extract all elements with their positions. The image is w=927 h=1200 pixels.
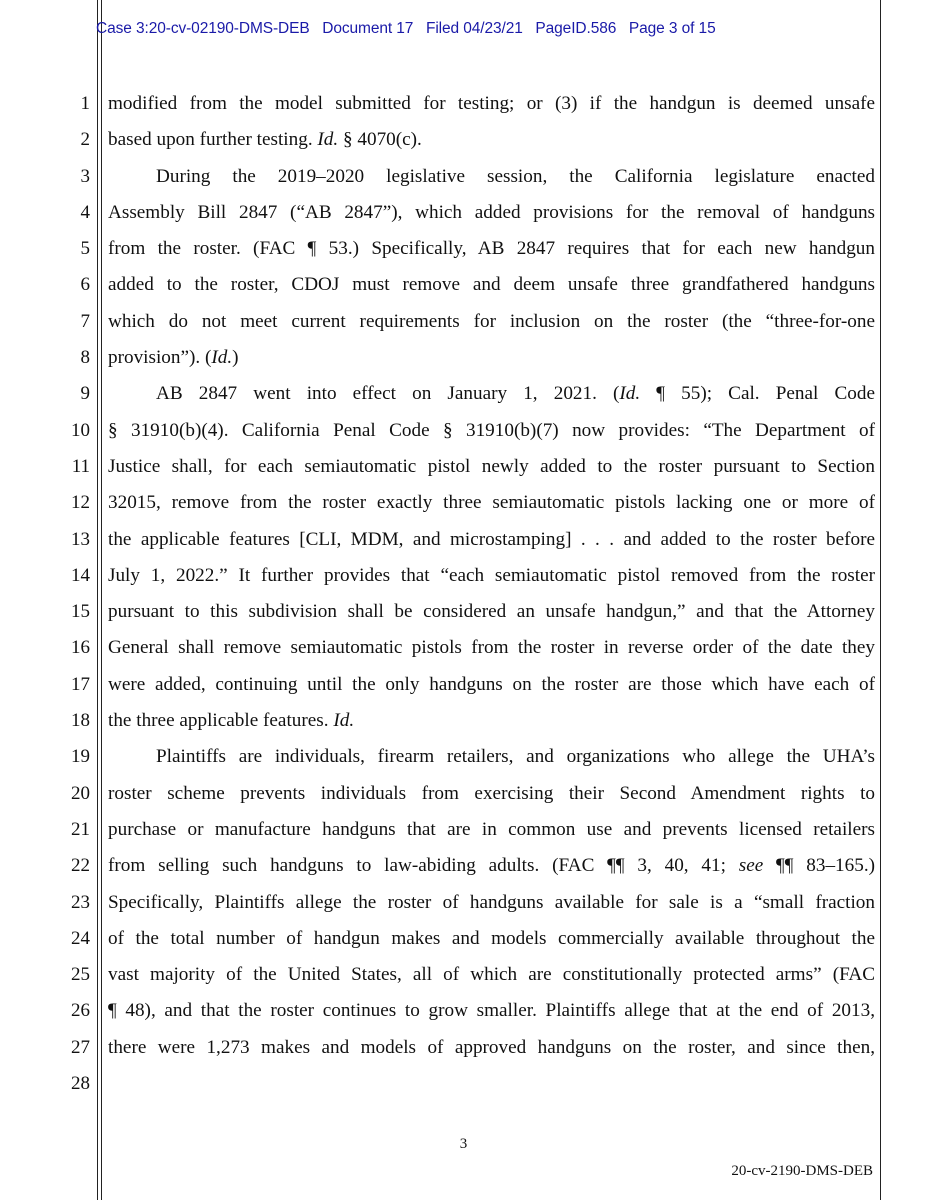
text-line: § 31910(b)(4). California Penal Code § 31910(b)(7) now provides: “The Department of [108,419,875,441]
line-number: 15 [71,601,90,623]
line-number: 7 [80,310,90,332]
line-number: 22 [71,855,90,877]
line-number: 6 [80,274,90,296]
text-line: from the roster. (FAC ¶ 53.) Specifically, AB 2847 requires that for each new handgun [108,238,875,260]
right-margin-rule [880,0,881,1200]
text-line [108,1066,875,1102]
line-number: 18 [71,710,90,732]
text-line: the three applicable features. Id. [108,710,355,732]
line-number: 4 [80,201,90,223]
line-number: 10 [71,419,90,441]
text-line: pursuant to this subdivision shall be considered an unsafe handgun,” and that the Attorney [108,601,875,623]
line-number: 16 [71,637,90,659]
text-line: General shall remove semiautomatic pistols from the roster in reverse order of the date they [108,637,875,659]
line-number: 14 [71,564,90,586]
text-line: AB 2847 went into effect on January 1, 2021. (Id. ¶ 55); Cal. Penal Code [156,383,875,405]
text-line: During the 2019–2020 legislative session, the California legislature enacted [156,165,875,187]
line-number: 17 [71,673,90,695]
line-number: 2 [80,129,90,151]
text-line: based upon further testing. Id. § 4070(c). [108,129,422,151]
document-id: 20-cv-2190-DMS-DEB [731,1163,873,1179]
text-line: 32015, remove from the roster exactly three semiautomatic pistols lacking one or more of [108,492,875,514]
text-line: vast majority of the United States, all of which are constitutionally protected arms” (FAC [108,964,875,986]
text-line: July 1, 2022.” It further provides that “each semiautomatic pistol removed from the roster [108,564,875,586]
page-number: 3 [459,1136,468,1152]
text-line: roster scheme prevents individuals from exercising their Second Amendment rights to [108,782,875,804]
text-line: ¶ 48), and that the roster continues to grow smaller. Plaintiffs allege that at the end of 2013, [108,1000,875,1022]
line-number: 3 [80,165,90,187]
line-number: 20 [71,782,90,804]
line-number: 11 [71,455,90,477]
left-margin-rule-outer [97,0,98,1200]
text-line: purchase or manufacture handguns that are in common use and prevents licensed retailers [108,818,875,840]
line-number: 12 [71,492,90,514]
line-number: 28 [71,1073,90,1095]
text-line: Justice shall, for each semiautomatic pistol newly added to the roster pursuant to Section [108,455,875,477]
text-line: were added, continuing until the only handguns on the roster are those which have each of [108,673,875,695]
case-header: Case 3:20-cv-02190-DMS-DEB Document 17 Filed 04/23/21 PageID.586 Page 3 of 15 [96,20,716,37]
line-number: 5 [80,238,90,260]
text-line: provision”). (Id.) [108,347,239,369]
line-number: 1 [80,93,90,114]
line-number: 25 [71,964,90,986]
text-line: added to the roster, CDOJ must remove and deem unsafe three grandfathered handguns [108,274,875,296]
line-number: 26 [71,1000,90,1022]
text-line: there were 1,273 makes and models of approved handguns on the roster, and since then, [108,1036,875,1058]
text-line: Assembly Bill 2847 (“AB 2847”), which added provisions for the removal of handguns [108,201,875,223]
text-line: modified from the model submitted for testing; or (3) if the handgun is deemed unsafe [108,93,875,114]
text-line: of the total number of handgun makes and models commercially available throughout the [108,927,875,949]
line-number: 8 [80,347,90,369]
text-line: Specifically, Plaintiffs allege the roster of handguns available for sale is a “small fraction [108,891,875,913]
line-number: 27 [71,1036,90,1058]
line-number: 9 [80,383,90,405]
text-line: Plaintiffs are individuals, firearm retailers, and organizations who allege the UHA’s [156,746,875,768]
document-body [108,86,875,1102]
line-number: 13 [71,528,90,550]
text-line: the applicable features [CLI, MDM, and microstamping] . . . and added to the roster before [108,528,875,550]
line-number: 23 [71,891,90,913]
line-numbers [60,86,90,1102]
text-line: from selling such handguns to law-abiding adults. (FAC ¶¶ 3, 40, 41; see ¶¶ 83–165.) [108,855,875,877]
left-margin-rule-inner [101,0,102,1200]
text-line: which do not meet current requirements for inclusion on the roster (the “three-for-one [108,310,875,332]
line-number: 21 [71,818,90,840]
line-number: 19 [71,746,90,768]
line-number: 24 [71,927,90,949]
